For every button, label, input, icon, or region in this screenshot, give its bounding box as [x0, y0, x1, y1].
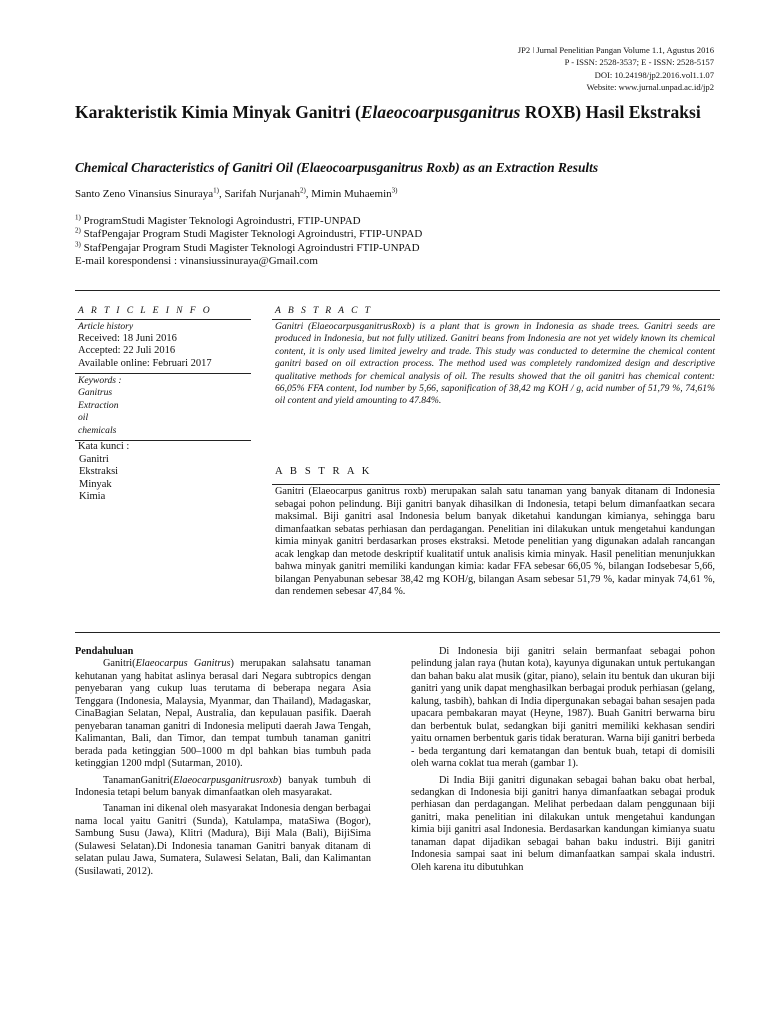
author-1-sup: 1): [213, 186, 219, 195]
affiliation-1: [75, 215, 422, 228]
correspondence-email: E-mail korespondensi : vinansiussinuraya@Gmail.com: [75, 255, 318, 268]
article-history-label: Article history: [78, 321, 134, 332]
affiliation-2-text: StafPengajar Program Studi Magister Teknologi Agroindustri, FTIP-UNPAD: [80, 228, 423, 241]
abstrak-indonesian: Ganitri (Elaeocarpus ganitrus roxb) merupakan salah satu tanaman yang banyak ditanam di Indonesia sebagai pohon pelindung. Biji ganitri banyak dihasilkan di Indonesia, tetapi belum dimanfaatkan secara maksimal. Biji ganitri asal Indonesia belum banyak diketahui kandungan kimianya, sehingga baru dimanfaatkan sebatas perhiasan dan perdagangan. Penelitian ini dilakukan untuk mengetahui kandungan kimia minyak ganitri berdasarkan proses ekstraksi. Metode penelitian yang digunakan adalah rancangan acak lengkap dan metode deskriptif kualitatif untuk analisis kimia minyak. Hasil penelitian menunjukkan bahwa minyak ganitri memiliki kandungan kimia: kadar FFA sebesar 66,05 %, bilangan Iodsebesar 5,66, bilangan Penyabunan sebesar 38,42 mg KOH/g, bilangan Asam sebesar 51,79 %, kadar minyak 74,61 %, dan rendemen sebesar 47,84 %.: [275, 486, 715, 597]
body-left-column: [75, 646, 371, 878]
title-part1: Karakteristik Kimia Minyak Ganitri (: [75, 102, 361, 122]
abstract-rule-1: [272, 319, 720, 320]
affiliation-1-text: ProgramStudi Magister Teknologi Agroindustri, FTIP-UNPAD: [80, 215, 361, 227]
title-species: Elaeocoarpusganitrus: [360, 102, 521, 122]
kata-kunci-item: Ganitri: [79, 453, 109, 465]
keywords-block: [78, 375, 122, 437]
abstract-english: Ganitri (ElaeocarpusganitrusRoxb) is a plant that is grown in Indonesia as shade trees. Ganitri seeds are produced in Indonesia, but not fully utilized. Ganitri beans from Indonesia are not yet widely known its chemical content, it is only used limited jewelry and trade. This study was conducted to determine the chemical content ganitri based on oil extraction process. The method used was completely randomized design and descriptive qualitative methods for chemical analysis of oil. The results showed that the oil ganitri has chemical content: 66,05% FFA content, Iod number by 5,66, saponification of 38,42 mg KOH / g, acid number of 51,79 %, 74,61% oil content and yield amounting to 47.84%.: [275, 321, 715, 407]
text-run: TanamanGanitri(: [103, 774, 174, 786]
journal-volume: JP2 ǀ Jurnal Penelitian Pangan Volume 1.1, Agustus 2016: [517, 45, 714, 55]
paragraph: Tanaman ini dikenal oleh masyarakat Indonesia dengan berbagai nama local yaitu Ganitri (Sunda), Katulampa, mataSiwa (Bogor), Sambung Susu (Jawa), Klitri (Madura), Biji Mala (Bali), BijiSima (Sulawesi Selatan).Di Indonesia tanaman Ganitri banyak ditanam di selatan pulau Jawa, Sumatera, Sulawesi Selatan, Bali, dan Kalimantan (Susilawati, 2012).: [75, 803, 371, 877]
paper-subtitle-english: Chemical Characteristics of Ganitri Oil (Elaeocoarpusganitrus Roxb) as an Extraction Results: [75, 160, 599, 175]
kata-kunci-item: Ekstraksi: [79, 466, 119, 478]
info-rule-2: [75, 373, 251, 374]
body-right-column: [411, 646, 715, 874]
author-3-sup: 3): [391, 186, 398, 195]
author-2-sup: 2): [299, 186, 306, 195]
journal-header: [518, 44, 714, 94]
paragraph: Di Indonesia biji ganitri selain bermanfaat sebagai pohon pelindung jalan raya (hutan kota), kayunya digunakan untuk pertukangan dan bahan baku alat musik (gitar, piano), selain itu bentuk dan ukuran biji ganitri yang unik dapat menghasilkan berbagai produk perhiasan (gelang, kalung, tasbih), bahkan di India dipergunakan sebagai bahan sesajen pada upacara pembakaran mayat (Heyne, 1987). Buah Ganitri berwarna biru dan berbentuk bulat, sedangkan biji ganitri memiliki kekhasan sendiri yaitu ornamen berbentuk garis tidak beraturan. Warna biji ganitri berbeda - beda tergantung dari kematangan dan bentuk buah, tetapi di domisili oleh warna coklat tua merah (gambar 1).: [411, 646, 715, 770]
affiliation-1-sup: 1): [75, 213, 81, 222]
kata-kunci-label: Kata kunci :: [78, 441, 130, 452]
keyword-item: oil: [78, 412, 89, 424]
journal-website: Website: www.jurnal.unpad.ac.id/jp2: [586, 82, 714, 93]
affiliation-2: [75, 228, 422, 241]
paragraph: Di India Biji ganitri digunakan sebagai bahan baku obat herbal, sedangkan di Indonesia biji ganitri hanya dimanfaatkan sebagai produk perhiasan dan perdagangan. Melihat perbedaan dalam penggunaan biji ganitri, maka penelitian ini dilakukan untuk mengetahui kandungan kimia biji ganitri asal Indonesia. Berdasarkan kandungan kimianya suatu tanaman dapat dijadikan sebagai bahan baku industri. Biji ganitri Indonesia sampai saat ini belum dimanfaatkan sampai skala industri. Oleh karena itu dibutuhkan: [411, 774, 715, 873]
affiliation-3-text: StafPengajar Program Studi Magister Teknologi Agroindustri FTIP-UNPAD: [80, 241, 420, 254]
kata-kunci-item: Kimia: [79, 491, 106, 503]
species-name: Elaeocarpus Ganitrus: [135, 658, 231, 670]
paragraph: [75, 658, 371, 770]
abstrak-heading: A B S T R A K: [275, 466, 372, 477]
available-date: Available online: Februari 2017: [78, 357, 212, 369]
author-list: [75, 188, 398, 200]
keyword-item: chemicals: [78, 424, 117, 436]
author-3: , Mimin Muhaemin: [305, 188, 392, 200]
text-run: Ganitri(: [103, 658, 136, 670]
issn: P - ISSN: 2528-3537; E - ISSN: 2528-5157: [564, 57, 714, 68]
affiliations: [75, 215, 422, 269]
accepted-date: Accepted: 22 Juli 2016: [78, 345, 176, 357]
author-2: , Sarifah Nurjanah: [219, 188, 300, 200]
keywords-label: Keywords :: [78, 375, 122, 386]
top-rule: [75, 290, 720, 291]
abstrak-rule: [272, 484, 720, 485]
paper-title: [75, 102, 715, 123]
species-name: Elaeocarpusganitrusroxb: [173, 774, 279, 786]
bottom-rule: [75, 632, 720, 633]
affiliation-2-sup: 2): [75, 226, 81, 235]
abstract-heading: A B S T R A C T: [275, 305, 373, 316]
text-run: ) banyak tumbuh di Indonesia tetapi belum banyak dimanfaatkan oleh masyarakat.: [75, 774, 371, 798]
text-run: ) merupakan salahsatu tanaman kehutanan yang habitat aslinya berasal dari Negara subtropics dengan penyebaran yang cukup luas terutama di beberapa negara Asia Tenggara (Indonesia, Malaysia, Myanmar, dan Thailand), Madagaskar, CinaBagian Selatan, Nepal, Australia, dan kepulauan pasifik. Daerah penyebaran tanaman ganitri di Indonesia meliputi daerah Jawa Tengah, Kalimantan, Bali, dan Timor, dan tempat tumbuh tanaman ganitri berada pada ketinggian 500–1000 m dpl bahkan bias tumbuh pada ketinggian 1200 mdpl (Sutarman, 2010).: [75, 658, 371, 770]
doi: DOI: 10.24198/jp2.2016.vol1.1.07: [594, 69, 714, 80]
info-rule-1: [75, 319, 251, 320]
paragraph: [75, 775, 371, 800]
title-part2: ROXB) Hasil Ekstraksi: [520, 102, 701, 122]
keyword-item: Ganitrus: [78, 387, 113, 399]
article-info-heading: A R T I C L E I N F O: [78, 305, 213, 316]
kata-kunci-block: [78, 441, 129, 504]
author-1: Santo Zeno Vinansius Sinuraya: [75, 188, 214, 200]
keyword-item: Extraction: [78, 399, 119, 411]
article-dates: [78, 333, 212, 370]
affiliation-3-sup: 3): [75, 240, 81, 249]
section-heading-pendahuluan: Pendahuluan: [75, 646, 134, 657]
kata-kunci-item: Minyak: [79, 478, 112, 490]
affiliation-3: [75, 242, 422, 255]
received-date: Received: 18 Juni 2016: [78, 333, 177, 344]
